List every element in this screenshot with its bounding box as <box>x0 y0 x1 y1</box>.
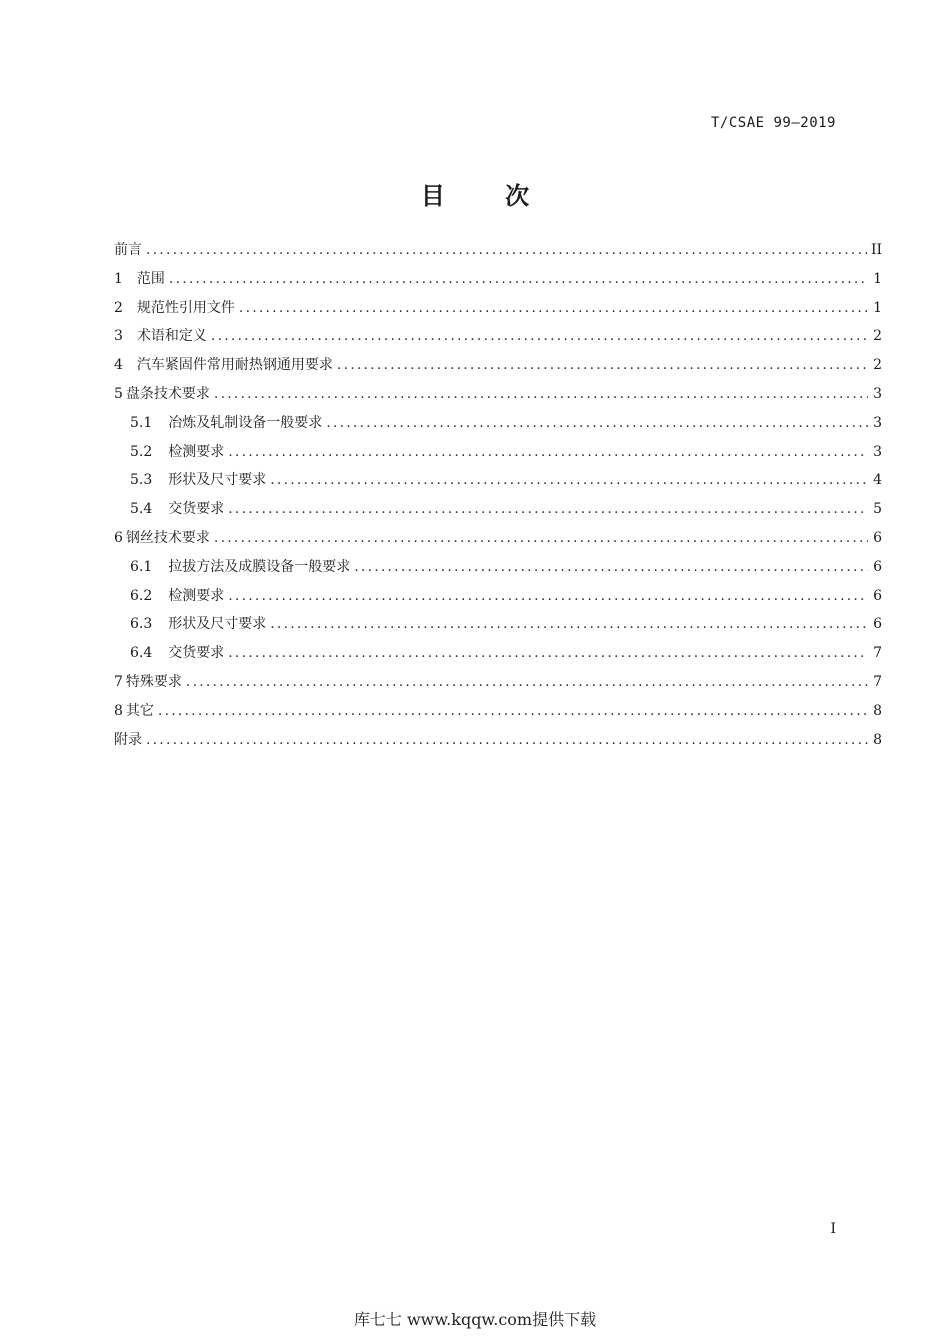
toc-entry-label: 形状及尺寸要求 <box>168 472 267 489</box>
toc-entry-5-1[interactable] <box>114 409 882 438</box>
toc-title: 目 次 <box>420 182 556 210</box>
toc-entry-6[interactable] <box>114 524 882 553</box>
toc-leader-dots <box>326 409 868 438</box>
toc-entry-number: 2 <box>114 299 123 316</box>
toc-entry-page: 6 <box>873 529 882 546</box>
toc-entry-3[interactable] <box>114 322 882 351</box>
toc-entry-number: 6.4 <box>130 645 153 662</box>
toc-entry-page: 7 <box>873 673 882 690</box>
toc-entry-label: 检测要求 <box>168 443 225 460</box>
toc-entry-page: 8 <box>873 731 882 748</box>
toc-leader-dots <box>239 294 868 323</box>
toc-entry-label: 钢丝技术要求 <box>125 529 210 546</box>
toc-entry-number: 1 <box>114 270 123 287</box>
toc-entry-page: 6 <box>873 616 882 633</box>
toc-entry-5[interactable] <box>114 380 882 409</box>
toc-entry-number: 6 <box>114 529 123 546</box>
toc-entry-page: 6 <box>873 587 882 604</box>
toc-entry-label: 交货要求 <box>168 645 225 662</box>
toc-entry-page: 4 <box>873 472 882 489</box>
toc-entry-label: 范围 <box>136 270 165 287</box>
toc-entry-6-2[interactable] <box>114 582 882 611</box>
toc-entry-2[interactable] <box>114 294 882 323</box>
toc-entry-number: 6.2 <box>130 587 153 604</box>
toc-entry-5-4[interactable] <box>114 495 882 524</box>
toc-entry-number: 5.1 <box>130 414 153 431</box>
toc-leader-dots <box>337 351 868 380</box>
toc-leader-dots <box>270 466 868 495</box>
toc-entry-6-4[interactable] <box>114 639 882 668</box>
toc-entry-1[interactable] <box>114 265 882 294</box>
toc-entry-5-2[interactable] <box>114 438 882 467</box>
toc-entry-appendix[interactable] <box>114 726 882 755</box>
toc-leader-dots <box>228 639 868 668</box>
toc-leader-dots <box>146 236 867 265</box>
toc-leader-dots <box>214 380 868 409</box>
toc-entry-page: 2 <box>873 328 882 345</box>
toc-entry-label: 特殊要求 <box>125 673 182 690</box>
toc-entry-label: 形状及尺寸要求 <box>168 616 267 633</box>
toc-leader-dots <box>354 553 868 582</box>
toc-entry-page: 3 <box>873 414 882 431</box>
toc-entry-number: 4 <box>114 357 123 374</box>
toc-entry-number: 5.3 <box>130 472 153 489</box>
toc-entry-6-3[interactable] <box>114 610 882 639</box>
toc-entry-number: 8 <box>114 702 123 719</box>
toc-entry-page: 6 <box>873 558 882 575</box>
toc-entry-label: 拉拔方法及成膜设备一般要求 <box>168 558 351 575</box>
toc-entry-page: 2 <box>873 357 882 374</box>
toc-entry-label: 检测要求 <box>168 587 225 604</box>
toc-entry-label: 前言 <box>114 242 142 258</box>
toc-leader-dots <box>228 582 868 611</box>
toc-leader-dots <box>214 524 868 553</box>
toc-entry-4[interactable] <box>114 351 882 380</box>
toc-entry-label: 其它 <box>125 702 154 719</box>
page-number: I <box>830 1221 836 1237</box>
toc-entry-label: 盘条技术要求 <box>125 385 210 402</box>
footer-watermark: 库七七 www.kqqw.com提供下载 <box>353 1310 597 1329</box>
toc-entry-number: 5 <box>114 385 123 402</box>
toc-entry-label: 汽车紧固件常用耐热钢通用要求 <box>136 357 333 374</box>
toc-leader-dots <box>211 322 868 351</box>
toc-leader-dots <box>169 265 868 294</box>
toc-entry-8[interactable] <box>114 697 882 726</box>
toc-leader-dots <box>270 610 868 639</box>
toc-entry-page: 8 <box>873 702 882 719</box>
toc-leader-dots <box>186 668 868 697</box>
table-of-contents <box>114 236 882 754</box>
standard-code: T/CSAE 99—2019 <box>710 115 836 131</box>
toc-entry-5-3[interactable] <box>114 466 882 495</box>
toc-entry-label: 术语和定义 <box>136 328 207 345</box>
toc-entry-page: 3 <box>873 385 882 402</box>
toc-entry-label: 附录 <box>114 731 142 748</box>
toc-entry-7[interactable] <box>114 668 882 697</box>
toc-entry-label: 冶炼及轧制设备一般要求 <box>168 414 323 431</box>
toc-entry-label: 规范性引用文件 <box>136 299 235 316</box>
toc-entry-page: 1 <box>873 270 882 287</box>
toc-entry-page: 1 <box>873 299 882 316</box>
toc-entry-page: 5 <box>873 501 882 518</box>
toc-entry-foreword[interactable] <box>114 236 882 265</box>
toc-leader-dots <box>146 726 868 755</box>
toc-entry-label: 交货要求 <box>168 501 225 518</box>
toc-entry-number: 5.4 <box>130 501 153 518</box>
toc-entry-page: 3 <box>873 443 882 460</box>
toc-entry-page: 7 <box>873 645 882 662</box>
toc-leader-dots <box>158 697 868 726</box>
toc-entry-number: 6.1 <box>130 558 153 575</box>
toc-entry-number: 5.2 <box>130 443 153 460</box>
toc-entry-number: 3 <box>114 328 123 345</box>
toc-entry-number: 7 <box>114 673 123 690</box>
toc-entry-6-1[interactable] <box>114 553 882 582</box>
toc-leader-dots <box>228 495 868 524</box>
toc-entry-number: 6.3 <box>130 616 153 633</box>
toc-entry-page: II <box>870 242 882 258</box>
toc-leader-dots <box>228 438 868 467</box>
